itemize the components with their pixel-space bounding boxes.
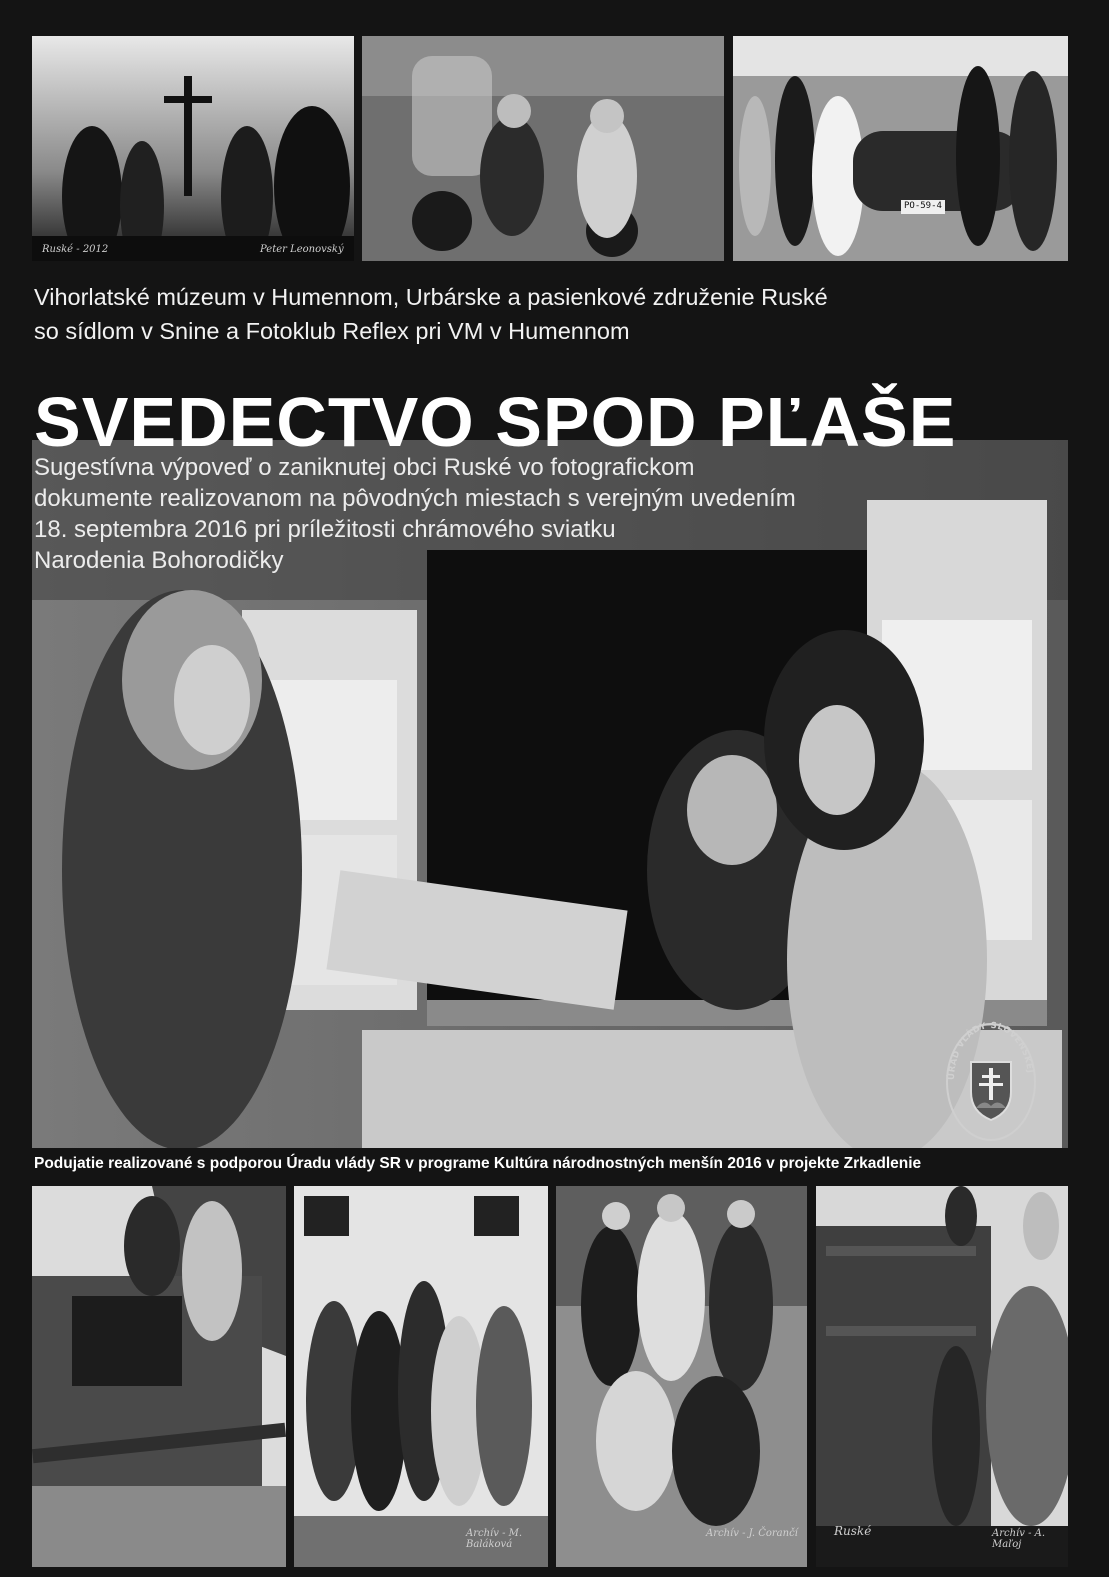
photo-boys-motorcycle — [362, 36, 724, 261]
photo-cemetery-cross — [32, 36, 354, 261]
photo-signature: Archív - M. Baláková — [466, 1528, 523, 1550]
organizers-line: so sídlom v Snine a Fotoklub Reflex pri VM v Humennom — [34, 318, 630, 344]
photo-signature: Archív - J. Čorančí — [706, 1528, 798, 1539]
photo-hay-wagon — [816, 1186, 1068, 1567]
description-line: 18. septembra 2016 pri príležitosti chrámového sviatku — [34, 516, 616, 543]
description-line: Sugestívna výpoveď o zaniknutej obci Ruské vo fotografickom — [34, 454, 695, 481]
photo-signature: Ruské - 2012 — [42, 244, 109, 255]
photo-signature: Peter Leonovský — [260, 244, 344, 255]
government-office-emblem — [944, 1020, 1038, 1142]
organizers-text — [34, 280, 1054, 348]
exhibition-title: SVEDECTVO SPOD PĽAŠE — [34, 383, 957, 461]
exhibition-description — [34, 452, 1054, 576]
photo-signature: Archív - A. Maľoj — [992, 1528, 1046, 1550]
photo-men-truck — [32, 1186, 286, 1567]
photo-signature: Ruské — [834, 1524, 872, 1538]
license-plate: PO-59-4 — [904, 201, 942, 211]
organizers-line: Vihorlatské múzeum v Humennom, Urbárske a pasienkové združenie Ruské — [34, 284, 828, 310]
description-line: Narodenia Bohorodičky — [34, 547, 284, 574]
emblem-text: ÚRAD VLÁDY SLOVENSKEJ — [946, 1020, 1035, 1081]
description-line: dokumente realizovanom na pôvodných miestach s verejným uvedením — [34, 485, 796, 512]
support-note: Podujatie realizované s podporou Úradu vlády SR v programe Kultúra národnostných menšín 2016 v projekte Zrkadlenie — [34, 1155, 922, 1172]
photo-group-boys — [556, 1186, 807, 1567]
photo-wedding-car — [733, 36, 1068, 261]
photo-group-women — [294, 1186, 548, 1567]
